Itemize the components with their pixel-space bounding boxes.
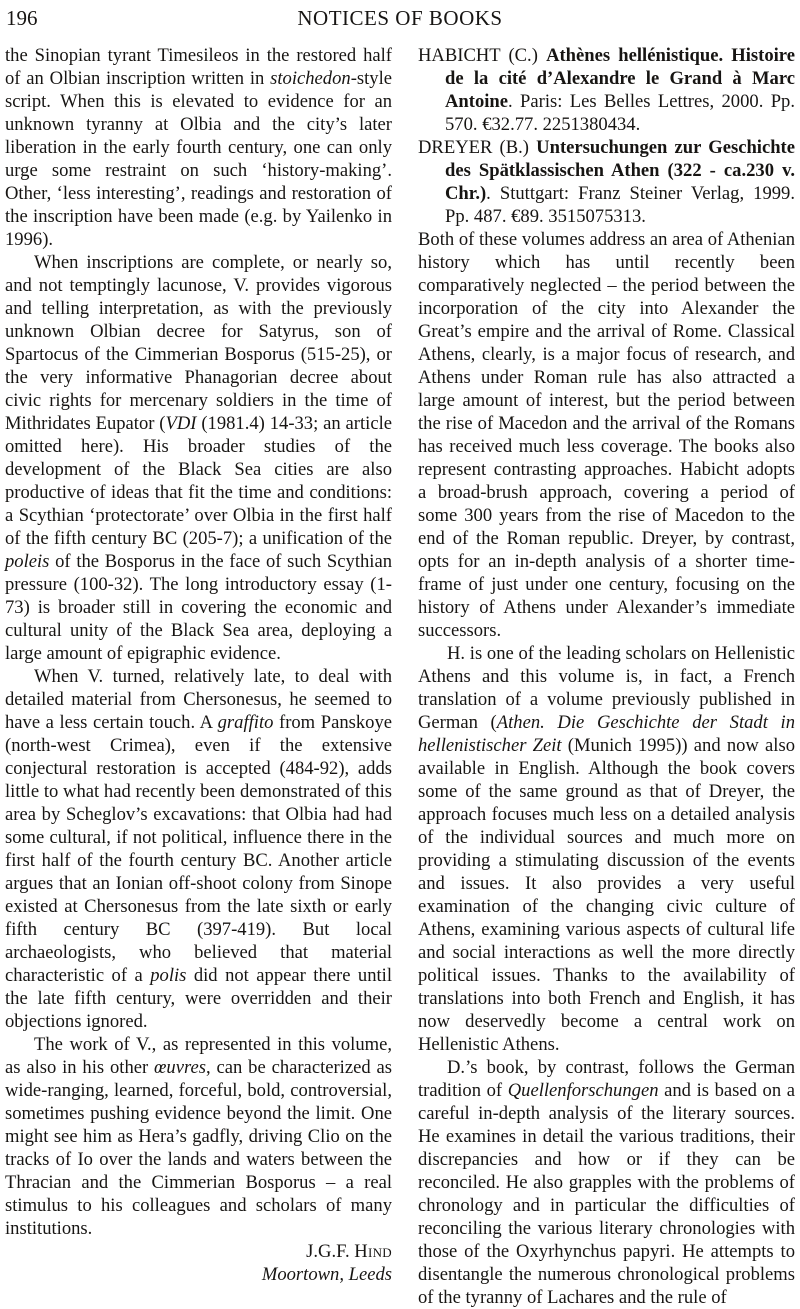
paragraph: When inscriptions are complete, or nearly so, and not temptingly lacunose, V. provides vigorous and telling interpretation, as with the previously unknown Olbian decree for Satyrus, son of Spartocus of the Cimmerian Bosporus (515-25), or the very informative Phanagorian decree about civic rights for mercenary soldiers in the time of Mithridates Eupator (VDI (1981.4) 14-33; an article omitted here). His broader studies of the development of the Black Sea cities are also productive of ideas that fit the time and conditions: a Scythian ‘protectorate’ over Olbia in the first half of the fifth century BC (205-7); a unification of the poleis of the Bosporus in the face of such Scythian pressure (100-32). The long introductory essay (1-73) is broader still in covering the economic and cultural unity of the Black Sea area, deploying a large amount of epigraphic evidence. [5, 252, 392, 664]
reviewer-surname: Hind [354, 1241, 392, 1262]
paragraph: Both of these volumes address an area of Athenian history which has until recently been comparatively neglected – the period between the incorporation of the city into Alexander the Great’s empire and the arrival of Rome. Classical Athens, clearly, is a major focus of research, and Athens under Roman rule has also attracted a large amount of interest, but the period between the rise of Macedon and the arrival of the Romans has received much less coverage. The books also represent contrasting approaches. Habicht adopts a broad-brush approach, covering a period of some 300 years from the rise of Macedon to the end of the Roman republic. Dreyer, by contrast, opts for an in-depth analysis of a shorter time-frame of just under one century, focusing on the history of Athens under Alexander’s immediate successors. [418, 229, 795, 641]
reviewer-initials: J.G.F. [306, 1241, 355, 1262]
running-title: NOTICES OF BOOKS [297, 6, 503, 30]
right-column [418, 44, 795, 1309]
left-column [5, 44, 392, 1309]
reviewer-signature [5, 1240, 392, 1263]
page-number: 196 [6, 6, 38, 30]
paragraph-continuation: the Sinopian tyrant Timesileos in the restored half of an Olbian inscription written in stoichedon-style script. When this is elevated to evidence for an unknown tyranny at Olbia and the city’s later liberation in the early fourth century, one can only urge some restraint on such ‘history-making’. Other, ‘less interesting’, readings and restoration of the inscription have been made (e.g. by Yailenko in 1996). [5, 45, 392, 250]
paragraph: D.’s book, by contrast, follows the German tradition of Quellenforschungen and is based on a careful in-depth analysis of the literary sources. He examines in detail the various traditions, their discrepancies and how or if they can be reconciled. He also grapples with the problems of chronology and in particular the difficulties of reconciling the various literary chronologies with those of the Oxyrhynchus papyri. He attempts to disentangle the numerous chronological problems of the tyranny of Lachares and the rule of [418, 1057, 795, 1308]
bibliography-entry: DREYER (B.) Untersuchungen zur Geschichte des Spätklassischen Athen (322 - ca.230 v. Chr.). Stuttgart: Franz Steiner Verlag, 1999. Pp. 487. €89. 3515075313. [418, 137, 795, 227]
two-column-body [5, 44, 795, 1309]
paragraph: The work of V., as represented in this volume, as also in his other œuvres, can be characterized as wide-ranging, learned, forceful, bold, controversial, sometimes pushing evidence beyond the limit. One might see him as Hera’s gadfly, driving Clio on the tracks of Io over the lands and waters between the Thracian and the Cimmerian Bosporus – a real stimulus to his colleagues and scholars of many institutions. [5, 1034, 392, 1239]
bibliography-entry: HABICHT (C.) Athènes hellénistique. Histoire de la cité d’Alexandre le Grand à Marc Antoine. Paris: Les Belles Lettres, 2000. Pp. 570. €32.77. 2251380434. [418, 45, 795, 135]
reviewer-affiliation: Moortown, Leeds [261, 1264, 392, 1285]
paragraph: H. is one of the leading scholars on Hellenistic Athens and this volume is, in fact, a French translation of a volume previously published in German (Athen. Die Geschichte der Stadt in hellenistischer Zeit (Munich 1995)) and now also available in English. Although the book covers some of the same ground as that of Dreyer, the approach focuses much less on a detailed analysis of the individual sources and much more on providing a stimulating discussion of the events and issues. It also provides a very useful examination of the changing civic culture of Athens, examining various aspects of cultural life and social interactions as well the more directly political issues. Thanks to the availability of translations into both French and English, it has now deservedly become a central work on Hellenistic Athens. [418, 643, 796, 1055]
page-header [5, 5, 795, 33]
paragraph: When V. turned, relatively late, to deal with detailed material from Chersonesus, he seemed to have a less certain touch. A graffito from Panskoye (north-west Crimea), even if the extensive conjectural restoration is accepted (484-92), adds little to what had recently been demonstrated of this area by Scheglov’s excavations: that Olbia had had some cultural, if not political, influence there in the first half of the fourth century BC. Another article argues that an Ionian off-shoot colony from Sinope existed at Chersonesus from the late sixth or early fifth century BC (397-419). But local archaeologists, who believed that material characteristic of a polis did not appear there until the late fifth century, were overridden and their objections ignored. [5, 666, 392, 1032]
